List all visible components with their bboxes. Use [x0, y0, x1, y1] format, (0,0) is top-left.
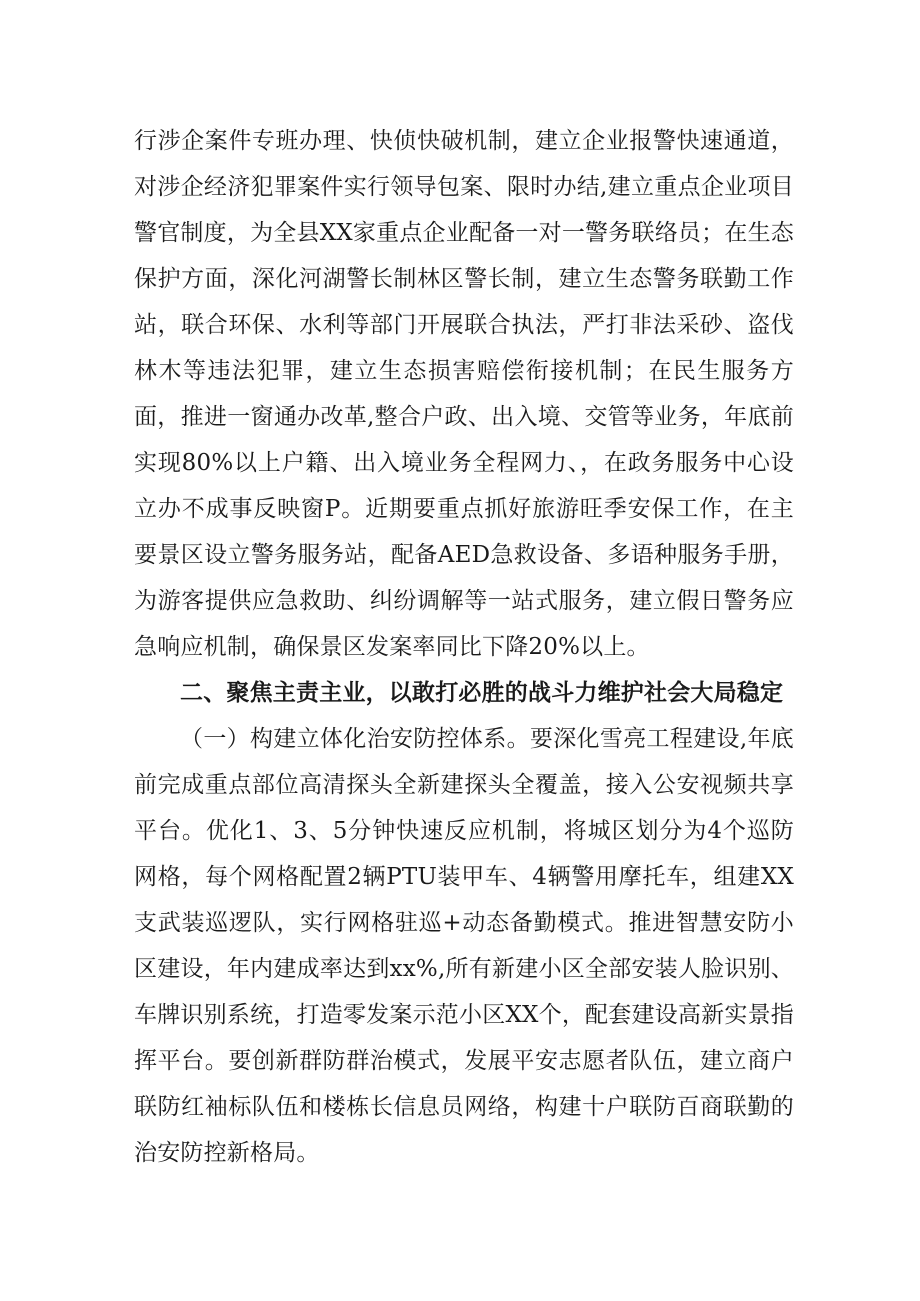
- document-body: [134, 118, 794, 1176]
- section-heading-two: 二、聚焦主责主业，以敢打必胜的战斗力维护社会大局稳定: [180, 680, 784, 706]
- paragraph-security-prevention-system: （一）构建立体化治安防控体系。要深化雪亮工程建设,年底前完成重点部位高清探头全新建探头全覆盖，接入公安视频共享平台。优化1、3、5分钟快速反应机制，将城区划分为4个巡防网格，每个网格配置2辆PTU装甲车、4辆警用摩托车，组建XX支武装巡逻队，实行网格驻巡+动态备勤模式。推进智慧安防小区建设，年内建成率达到xx%,所有新建小区全部安装人脸识别、车牌识别系统，打造零发案示范小区XX个，配套建设高新实景指挥平台。要创新群防群治模式，发展平安志愿者队伍，建立商户联防红袖标队伍和楼栋长信息员网络，构建十户联防百商联勤的治安防控新格局。: [134, 726, 794, 1166]
- paragraph-enterprise-ecology-livelihood: 行涉企案件专班办理、快侦快破机制，建立企业报警快速通道，对涉企经济犯罪案件实行领导包案、限时办结,建立重点企业项目警官制度，为全县XX家重点企业配备一对一警务联络员；在生态保护方面，深化河湖警长制林区警长制，建立生态警务联勤工作站，联合环保、水利等部门开展联合执法，严打非法采砂、盗伐林木等违法犯罪，建立生态损害赔偿衔接机制；在民生服务方面，推进一窗通办改革,整合户政、出入境、交管等业务，年底前实现80%以上户籍、出入境业务全程网力、，在政务服务中心设立办不成事反映窗P。近期要重点抓好旅游旺季安保工作，在主要景区设立警务服务站，配备AED急救设备、多语种服务手册，为游客提供应急救助、纠纷调解等一站式服务，建立假日警务应急响应机制，确保景区发案率同比下降20%以上。: [134, 128, 794, 660]
